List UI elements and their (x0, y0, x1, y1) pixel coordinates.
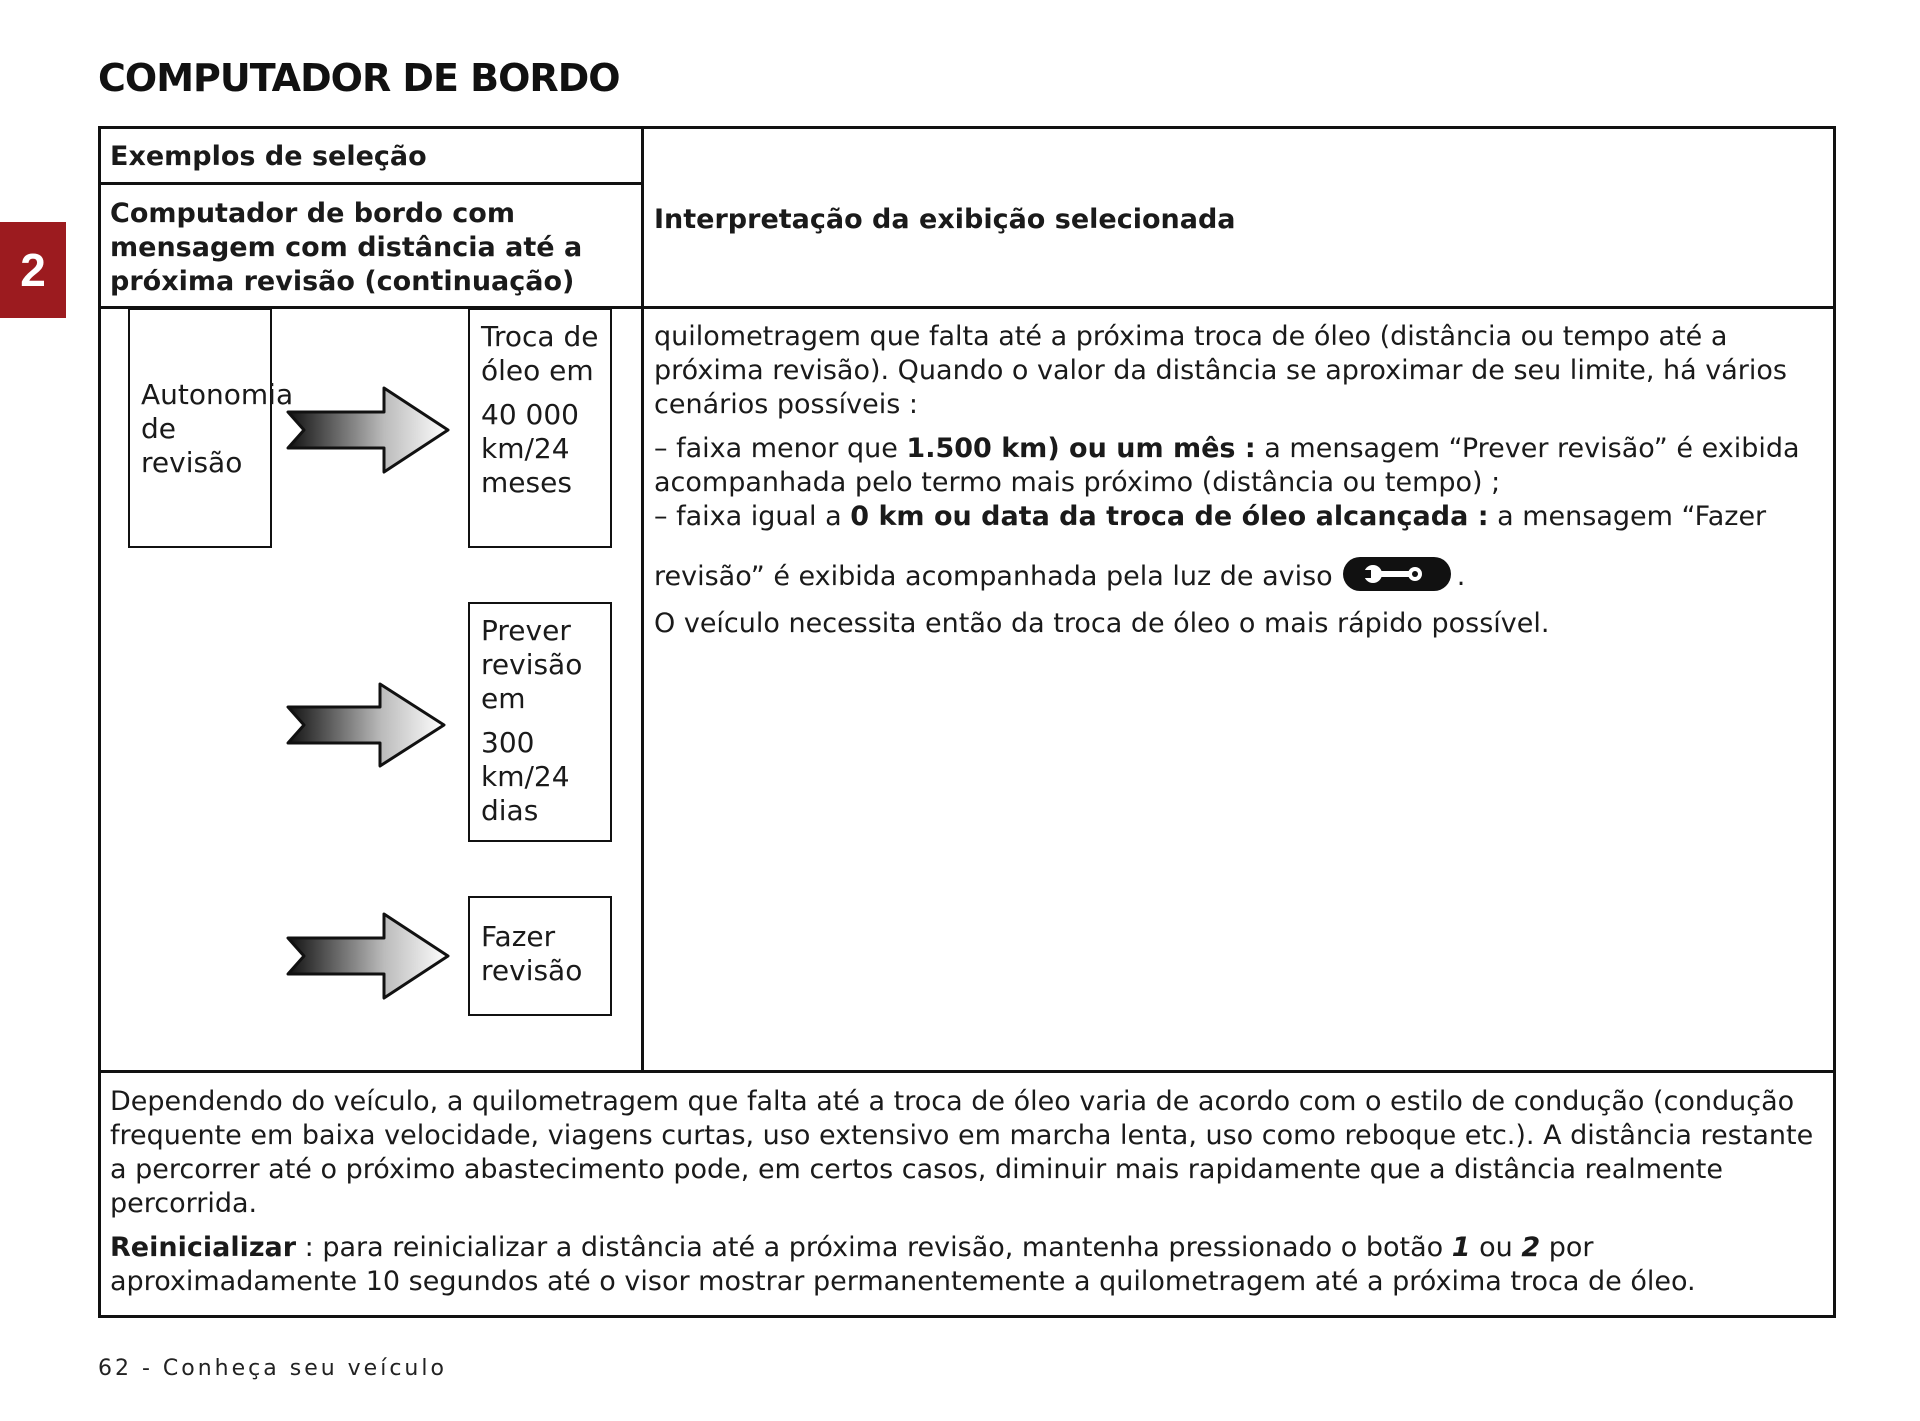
bullet-1-prefix: – faixa menor que (654, 433, 907, 464)
reset-label: Reinicializar (110, 1232, 297, 1263)
page-title: COMPUTADOR DE BORDO (98, 56, 620, 100)
display-plan-service (468, 602, 612, 842)
arrow-1-icon (284, 384, 454, 476)
reset-text-2: por aproximadamente 10 segundos até o visor mostrar permanentemente a quilometragem até a próxima troca de óleo. (110, 1232, 1696, 1297)
bullet-2-bold: 0 km ou data da troca de óleo alcançada : (850, 501, 1489, 532)
display-do-service (468, 896, 612, 1016)
interpretation-bullet-2 (654, 487, 1829, 607)
chapter-tab: 2 (0, 222, 66, 318)
bullet-1-bold: 1.500 km) ou um mês : (906, 433, 1256, 464)
interpretation-text (654, 320, 1829, 641)
bullet-2-prefix: – faixa igual a (654, 501, 851, 532)
table-divider-notes (98, 1070, 1836, 1073)
interpretation-intro: quilometragem que falta até a próxima troca de óleo (distância ou tempo até a próxima revisão). Quando o valor da distância se aproximar de seu limite, há vários cenários possíveis : (654, 321, 1787, 420)
notes-reset (110, 1231, 1825, 1299)
notes-text (110, 1085, 1825, 1299)
page-footer: 62 - Conheça seu veículo (98, 1356, 447, 1381)
table-divider-header (98, 306, 1836, 309)
arrow-3-icon (284, 910, 454, 1002)
display-do-service-line1: Fazer revisão (481, 920, 583, 987)
header-examples: Exemplos de seleção (110, 141, 427, 172)
button-2-ref: 2 (1521, 1232, 1541, 1263)
wrench-warning-icon (1343, 557, 1451, 591)
reset-or: ou (1470, 1232, 1522, 1263)
header-interpretation: Interpretação da exibição selecionada (654, 204, 1236, 235)
source-display-box (128, 308, 294, 548)
arrow-2-icon (284, 680, 450, 770)
display-plan-service-line2: 300 km/24 dias (481, 726, 570, 827)
interpretation-conclusion: O veículo necessita então da troca de óleo o mais rápido possível. (654, 608, 1550, 639)
display-oil-change-line1: Troca de óleo em (481, 320, 599, 387)
bullet-2-suffix: a mensagem “Fazer revisão” é exibida acompanhada pela luz de aviso (654, 501, 1767, 592)
display-plan-service-line1: Prever revisão em (481, 614, 583, 715)
header-trip-computer: Computador de bordo com mensagem com distância até a próxima revisão (continuação) (110, 198, 583, 297)
button-1-ref: 1 (1451, 1232, 1471, 1263)
display-oil-change-line2: 40 000 km/24 meses (481, 398, 579, 499)
display-oil-change (468, 308, 612, 548)
bullet-1-suffix: a mensagem “Prever revisão” é exibida acompanhada pelo termo mais próximo (distância ou tempo) ; (654, 433, 1800, 498)
table-divider-vertical (641, 126, 644, 1072)
bullet-2-end: . (1456, 561, 1466, 592)
source-display-label: Autonomia de revisão (141, 378, 294, 479)
notes-paragraph: Dependendo do veículo, a quilometragem que falta até a troca de óleo varia de acordo com o estilo de condução (condução frequente em baixa velocidade, viagens curtas, uso extensivo em marcha lenta, uso como reboque etc.). A distância restante a percorrer até o próximo abastecimento pode, em certos casos, diminuir mais rapidamente que a distância realmente percorrida. (110, 1086, 1814, 1219)
table-divider-header-left (98, 182, 643, 185)
reset-text-1: : para reinicializar a distância até a próxima revisão, mantenha pressionado o botão (296, 1232, 1452, 1263)
